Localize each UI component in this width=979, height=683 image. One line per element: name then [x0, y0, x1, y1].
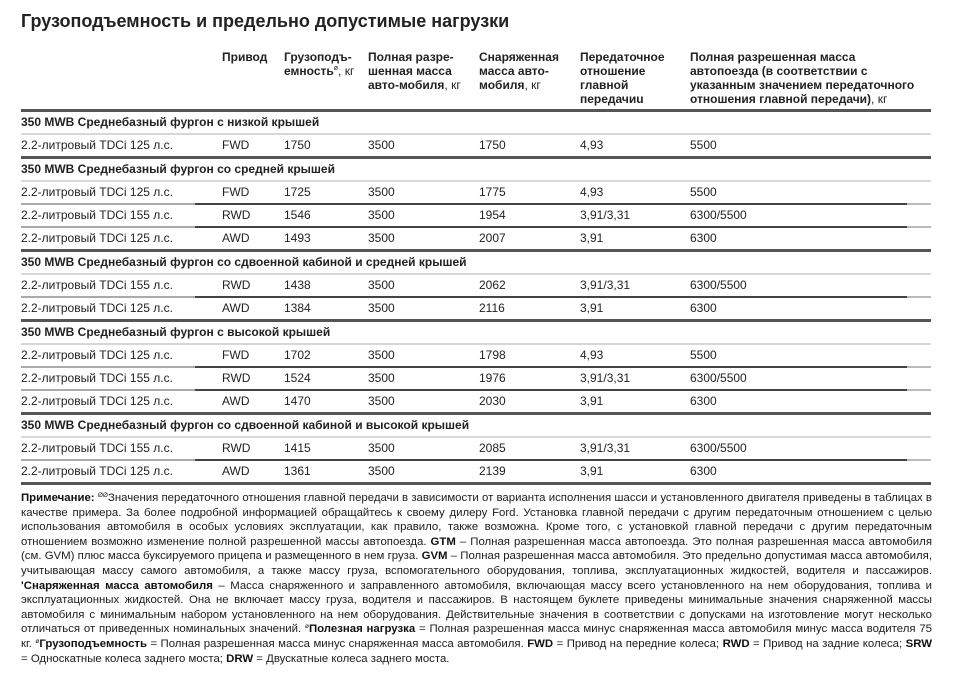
cell-drive: FWD — [222, 348, 250, 362]
footnote-mark: ø — [304, 623, 309, 631]
table-row — [21, 368, 931, 389]
term-drw: DRW — [226, 652, 254, 665]
cell-payload: 1546 — [284, 208, 311, 222]
cell-payload: 1361 — [284, 464, 311, 478]
header-text: авто-мобиля — [368, 78, 445, 92]
column-header-kerb-mass — [479, 50, 575, 92]
header-text: мобиля — [479, 78, 525, 92]
cell-gtm: 5500 — [690, 185, 717, 199]
group-divider — [21, 482, 931, 485]
cell-axle-ratio: 3,91/3,31 — [580, 278, 631, 292]
column-header-gvm — [368, 50, 474, 92]
cell-axle-ratio: 3,91 — [580, 464, 604, 478]
cell-engine: 2.2-литровый TDCi 125 л.с. — [21, 231, 173, 245]
cell-engine: 2.2-литровый TDCi 125 л.с. — [21, 185, 173, 199]
header-line — [284, 64, 364, 78]
cell-engine: 2.2-литровый TDCi 125 л.с. — [21, 394, 173, 408]
cell-engine: 2.2-литровый TDCi 125 л.с. — [21, 138, 173, 152]
cell-gvm: 3500 — [368, 208, 395, 222]
cell-engine: 2.2-литровый TDCi 125 л.с. — [21, 301, 173, 315]
note-text: = Полная разрешенная масса минус снаряженная масса автомобиля. — [147, 637, 524, 650]
cell-gtm: 5500 — [690, 348, 717, 362]
header-text: Передаточное — [580, 50, 665, 64]
term-fwd: FWD — [527, 637, 554, 650]
note-text: = Привод на передние колеса; — [553, 637, 720, 650]
term-useful-load: Полезная нагрузка — [308, 623, 416, 636]
cell-gvm: 3500 — [368, 441, 395, 455]
cell-drive: AWD — [222, 301, 250, 315]
table-body — [21, 112, 931, 485]
cell-payload: 1702 — [284, 348, 311, 362]
group-heading: 350 MWB Среднебазный фургон со сдвоенной кабиной и средней крышей — [21, 255, 467, 269]
note-text: Значения передаточного отношения главной передачи в зависимости от варианта исполнения шасси и установленного двигателя приведены в таблицах в качестве примера. За более подробной информацией обращайтесь к своему дилеру Ford. Установка главной передачи с другим передаточным отношением с целью использования автомобиля в особых условиях эксплуатации, как правило, также возможна. Кроме того, с установкой главной передачи с другим передаточным отношением возможно изменение полной разрешенной массы автопоезда. — [21, 492, 932, 548]
unit-text: , кг — [871, 92, 888, 106]
note-label: Примечание: — [21, 492, 95, 504]
header-text: Полная разрешенная масса — [690, 50, 856, 64]
cell-gtm: 6300 — [690, 464, 717, 478]
cell-axle-ratio: 3,91/3,31 — [580, 371, 631, 385]
cell-engine: 2.2-литровый TDCi 155 л.с. — [21, 371, 173, 385]
cell-gtm: 6300 — [690, 301, 717, 315]
cell-drive: FWD — [222, 185, 250, 199]
table-row — [21, 275, 931, 296]
table-row — [21, 182, 931, 203]
cell-drive: AWD — [222, 231, 250, 245]
footnote-mark: ø — [333, 65, 339, 72]
footnote-mark: ' — [21, 579, 24, 592]
cell-drive: FWD — [222, 138, 250, 152]
cell-gtm: 6300/5500 — [690, 208, 747, 222]
header-line — [368, 78, 474, 92]
note-text: = Односкатные колеса заднего моста; — [21, 652, 223, 665]
cell-payload: 1470 — [284, 394, 311, 408]
cell-drive: RWD — [222, 441, 251, 455]
header-line — [580, 92, 686, 106]
note-text: = Двускатные колеса заднего моста. — [253, 652, 450, 665]
cell-gtm: 6300/5500 — [690, 441, 747, 455]
cell-kerb-mass: 2139 — [479, 464, 506, 478]
page-title: Грузоподъемность и предельно допустимые нагрузки — [21, 11, 510, 31]
cell-payload: 1438 — [284, 278, 311, 292]
term-gtm: GTM — [430, 535, 456, 548]
header-text: Грузоподъ- — [284, 50, 352, 64]
term-rwd: RWD — [722, 637, 750, 650]
cell-drive: RWD — [222, 208, 251, 222]
cell-gtm: 6300 — [690, 231, 717, 245]
cell-payload: 1725 — [284, 185, 311, 199]
cell-gtm: 5500 — [690, 138, 717, 152]
cell-gtm: 6300/5500 — [690, 278, 747, 292]
footnote-mark: ø — [35, 637, 40, 645]
cell-gvm: 3500 — [368, 301, 395, 315]
note-text: – Полная разрешенная масса автопоезда. Это полная разрешенная масса автомобиля (см. GVM) плюс масса буксируемого прицепа и размещенного в нем груза. — [21, 535, 932, 563]
unit-text: , кг — [338, 64, 355, 78]
header-text: отношения главной передачи) — [690, 92, 872, 106]
cell-engine: 2.2-литровый TDCi 125 л.с. — [21, 464, 173, 478]
cell-drive: AWD — [222, 394, 250, 408]
note-text: – Масса снаряженного и заправленного автомобиля, включающая массу всего установленного на нем оборудования, топлива и эксплуатационных жидкостей. Она не включает массу груза, водителя и пассажиров. В настоящем буклете приведены минимальные значения снаряженной массы автомобиля с минимальным набором установленного на нем оборудования. Действительные значения в соответствии с допусками на изготовление могут несколько отличаться от приведенных номинальных значений. — [21, 579, 933, 636]
footnote-mark: ØØ — [97, 492, 108, 499]
cell-gvm: 3500 — [368, 371, 395, 385]
cell-engine: 2.2-литровый TDCi 155 л.с. — [21, 208, 173, 222]
cell-kerb-mass: 1954 — [479, 208, 506, 222]
cell-gvm: 3500 — [368, 138, 395, 152]
cell-axle-ratio: 3,91 — [580, 231, 604, 245]
cell-kerb-mass: 1798 — [479, 348, 506, 362]
table-row — [21, 228, 931, 249]
table-row — [21, 461, 931, 482]
header-line — [690, 92, 930, 106]
note-text: – Полная разрешенная масса автомобиля. Это предельно допустимая масса автомобиля, учитывающая массу самого автомобиля, а также массу груза, вспомогательного оборудования, топлива, эксплуатационных жидкостей, водителя и пассажиров. — [21, 550, 932, 577]
header-text: передачи — [580, 92, 637, 106]
table-header — [21, 50, 931, 108]
header-text: указанным значением передаточного — [690, 78, 915, 92]
column-header-payload — [284, 50, 364, 78]
cell-gtm: 6300 — [690, 394, 717, 408]
header-text: Снаряженная — [479, 50, 559, 64]
cell-kerb-mass: 2116 — [479, 301, 505, 315]
cell-kerb-mass: 2007 — [479, 231, 506, 245]
table-row — [21, 298, 931, 319]
cell-payload: 1384 — [284, 301, 311, 315]
header-text: емность — [284, 64, 334, 78]
cell-axle-ratio: 4,93 — [580, 348, 604, 362]
column-header-drive — [222, 50, 278, 64]
cell-kerb-mass: 2062 — [479, 278, 506, 292]
group-heading: 350 MWB Среднебазный фургон со средней крышей — [21, 162, 335, 176]
column-header-gtm — [690, 50, 930, 106]
footnote-mark: u — [636, 92, 644, 106]
cell-payload: 1750 — [284, 138, 311, 152]
cell-gtm: 6300/5500 — [690, 371, 747, 385]
table-row — [21, 135, 931, 156]
cell-payload: 1493 — [284, 231, 311, 245]
cell-kerb-mass: 1976 — [479, 371, 506, 385]
cell-axle-ratio: 4,93 — [580, 138, 604, 152]
cell-engine: 2.2-литровый TDCi 155 л.с. — [21, 441, 173, 455]
group-heading: 350 MWB Среднебазный фургон с низкой крышей — [21, 115, 320, 129]
term-kerb-mass: Снаряженная масса автомобиля — [23, 579, 213, 592]
cell-axle-ratio: 3,91/3,31 — [580, 208, 631, 222]
unit-text: , кг — [444, 78, 461, 92]
cell-payload: 1524 — [284, 371, 311, 385]
cell-axle-ratio: 3,91 — [580, 394, 604, 408]
header-text: масса авто- — [479, 64, 549, 78]
table-row — [21, 391, 931, 412]
header-text: шенная масса — [368, 64, 452, 78]
cell-kerb-mass: 1750 — [479, 138, 506, 152]
cell-drive: RWD — [222, 278, 251, 292]
term-srw: SRW — [905, 637, 933, 650]
cell-axle-ratio: 3,91 — [580, 301, 604, 315]
cell-gvm: 3500 — [368, 185, 395, 199]
cell-drive: AWD — [222, 464, 250, 478]
cell-axle-ratio: 3,91/3,31 — [580, 441, 631, 455]
cell-gvm: 3500 — [368, 394, 395, 408]
header-text: автопоезда (в соответствии с — [690, 64, 868, 78]
cell-kerb-mass: 1775 — [479, 185, 506, 199]
header-text: главной — [580, 78, 629, 92]
term-payload: Грузоподъемность — [39, 637, 147, 650]
cell-gvm: 3500 — [368, 231, 395, 245]
table-row — [21, 345, 931, 366]
header-line — [479, 78, 575, 92]
header-text: отношение — [580, 64, 646, 78]
cell-drive: RWD — [222, 371, 251, 385]
header-text: Привод — [222, 50, 268, 64]
cell-kerb-mass: 2030 — [479, 394, 506, 408]
cell-engine: 2.2-литровый TDCi 155 л.с. — [21, 278, 173, 292]
cell-engine: 2.2-литровый TDCi 125 л.с. — [21, 348, 173, 362]
cell-kerb-mass: 2085 — [479, 441, 506, 455]
column-header-axle-ratio — [580, 50, 686, 106]
table-row — [21, 438, 931, 459]
table-row — [21, 205, 931, 226]
header-text: Полная разре- — [368, 50, 454, 64]
footnote-paragraph — [21, 491, 932, 666]
cell-gvm: 3500 — [368, 348, 395, 362]
cell-payload: 1415 — [284, 441, 311, 455]
cell-axle-ratio: 4,93 — [580, 185, 604, 199]
note-text: = Полная разрешенная масса минус снаряженная масса автомобиля минус масса водителя 75 кг. — [21, 623, 932, 650]
group-heading: 350 MWB Среднебазный фургон с высокой крышей — [21, 325, 331, 339]
unit-text: , кг — [524, 78, 541, 92]
term-gvm: GVM — [421, 550, 448, 563]
note-text: = Привод на задние колеса; — [749, 637, 903, 650]
cell-gvm: 3500 — [368, 278, 395, 292]
group-heading: 350 MWB Среднебазный фургон со сдвоенной кабиной и высокой крышей — [21, 418, 470, 432]
cell-gvm: 3500 — [368, 464, 395, 478]
